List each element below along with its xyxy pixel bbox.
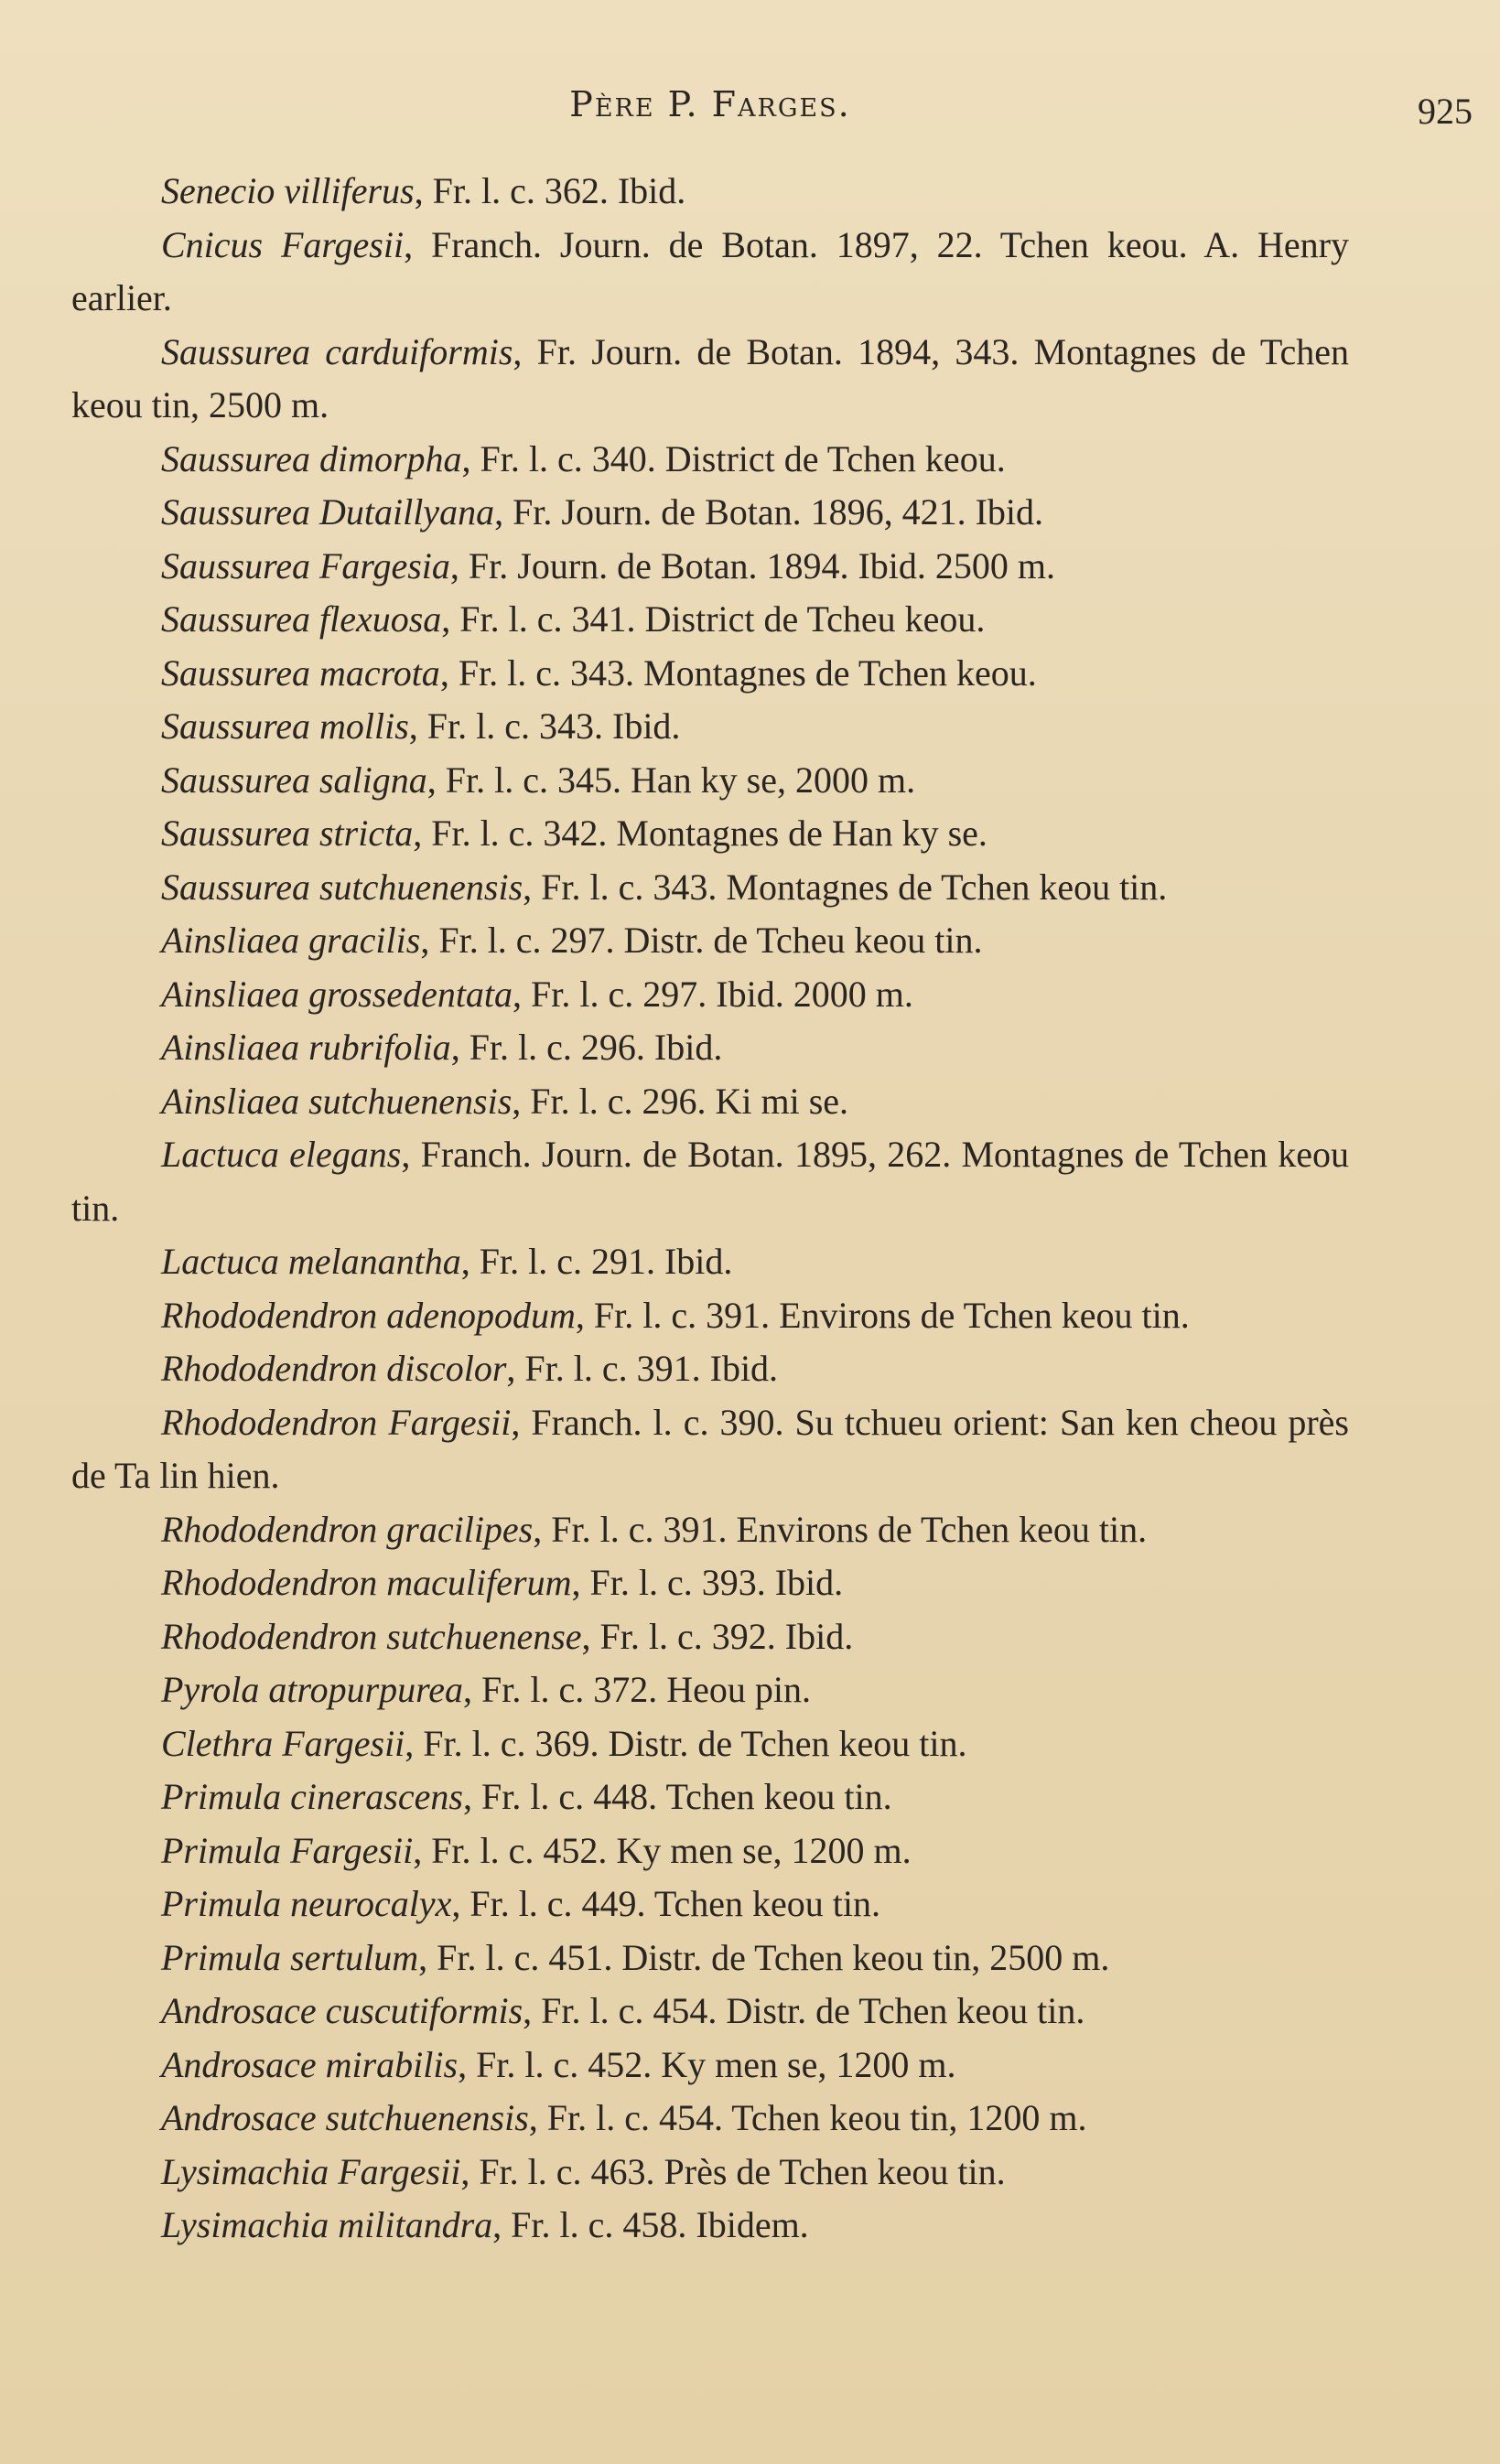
species-entry — [71, 861, 1349, 915]
species-name: Androsace mirabilis — [161, 2043, 459, 2085]
species-citation: , Fr. l. c. 391. Environs de Tchen keou tin. — [533, 1508, 1148, 1550]
species-name: Senecio villiferus — [161, 170, 415, 211]
species-citation: , Fr. l. c. 342. Montagnes de Han ky se. — [413, 812, 987, 854]
species-citation: , Fr. l. c. 341. District de Tcheu keou. — [441, 598, 986, 640]
species-entry — [71, 326, 1349, 433]
species-name: Saussurea macrota — [161, 651, 440, 694]
species-name: Saussurea flexuosa — [161, 598, 442, 640]
species-entry — [71, 914, 1349, 968]
species-name: Androsace sutchuenensis — [161, 2097, 529, 2138]
species-name: Saussurea Dutaillyana — [161, 491, 495, 533]
species-entry — [71, 433, 1349, 487]
species-citation: , Fr. l. c. 458. Ibidem. — [492, 2204, 809, 2245]
species-citation: , Fr. l. c. 393. Ibid. — [571, 1562, 844, 1603]
species-citation: , Fr. l. c. 362. Ibid. — [414, 170, 686, 211]
species-entry — [71, 1931, 1349, 1985]
species-name: Clethra Fargesii — [161, 1722, 405, 1764]
species-name: Rhododendron Fargesii — [161, 1401, 512, 1443]
species-name: Rhododendron sutchuenense — [161, 1615, 582, 1657]
species-citation: , Fr. l. c. 454. Distr. de Tchen keou tin. — [523, 1990, 1085, 2031]
species-entry — [71, 1717, 1349, 1771]
species-entry — [71, 1021, 1349, 1075]
species-entry — [71, 2146, 1349, 2200]
species-name: Saussurea stricta — [161, 812, 414, 854]
species-entry — [71, 486, 1349, 540]
species-name: Saussurea mollis — [161, 705, 409, 747]
species-name: Lysimachia Fargesii — [161, 2150, 461, 2192]
species-citation: , Fr. l. c. 448. Tchen keou tin. — [462, 1776, 892, 1817]
species-citation: , Fr. Journ. de Botan. 1894. Ibid. 2500 m. — [449, 544, 1056, 586]
species-entry — [71, 2039, 1349, 2093]
species-entry — [71, 1342, 1349, 1396]
species-entry — [71, 754, 1349, 808]
species-name: Rhododendron discolor — [161, 1348, 507, 1389]
species-citation: , Fr. l. c. 297. Distr. de Tcheu keou tin. — [420, 920, 983, 961]
species-entry — [71, 1503, 1349, 1557]
species-entry — [71, 1770, 1349, 1824]
species-name: Lactuca elegans — [161, 1134, 402, 1175]
species-name: Lactuca melanantha — [161, 1241, 461, 1282]
species-entry — [71, 1610, 1349, 1664]
species-citation: , Fr. l. c. 345. Han ky se, 2000 m. — [426, 759, 916, 801]
species-citation: , Fr. l. c. 296. Ibid. — [450, 1027, 723, 1068]
species-name: Primula sertulum — [161, 1936, 419, 1978]
species-entry — [71, 219, 1349, 326]
species-citation: , Fr. l. c. 369. Distr. de Tchen keou tin. — [405, 1722, 967, 1764]
species-entry — [71, 1556, 1349, 1610]
species-entry — [71, 968, 1349, 1022]
species-name: Saussurea Fargesia — [161, 544, 450, 586]
species-name: Primula neurocalyx — [161, 1883, 452, 1924]
species-entry — [71, 2092, 1349, 2146]
species-entry — [71, 1878, 1349, 1931]
species-citation: , Fr. l. c. 297. Ibid. 2000 m. — [513, 973, 913, 1015]
species-name: Saussurea dimorpha — [161, 437, 462, 479]
species-name: Lysimachia militandra — [161, 2204, 493, 2245]
species-name: Rhododendron gracilipes — [161, 1508, 534, 1550]
species-name: Rhododendron maculiferum — [161, 1562, 572, 1603]
species-citation: , Fr. l. c. 343. Ibid. — [408, 705, 681, 747]
species-entry — [71, 1824, 1349, 1878]
species-name: Rhododendron adenopodum — [161, 1294, 576, 1336]
species-citation: , Fr. l. c. 391. Ibid. — [506, 1348, 779, 1389]
species-citation: , Fr. l. c. 343. Montagnes de Tchen keou tin. — [523, 866, 1168, 908]
species-list — [71, 165, 1349, 2253]
species-name: Primula cinerascens — [161, 1776, 463, 1817]
species-citation: , Fr. l. c. 463. Près de Tchen keou tin. — [460, 2150, 1006, 2192]
species-entry — [71, 1396, 1349, 1503]
running-title: Père P. Farges. — [569, 84, 851, 124]
page-number: 925 — [1418, 91, 1473, 132]
species-citation: , Franch. Journ. de Botan. 1897, 22. Tchen keou. A. Henry earlier. — [71, 223, 1349, 318]
species-citation: , Franch. Journ. de Botan. 1895, 262. Montagnes de Tchen keou tin. — [71, 1134, 1349, 1229]
species-citation: , Fr. l. c. 452. Ky men se, 1200 m. — [413, 1829, 912, 1871]
species-name: Primula Fargesii — [161, 1829, 414, 1871]
species-entry — [71, 807, 1349, 861]
page-header — [71, 84, 1473, 139]
species-name: Ainsliaea gracilis — [161, 920, 421, 961]
species-name: Saussurea carduiformis — [161, 330, 513, 372]
species-entry — [71, 647, 1349, 701]
species-citation: , Fr. l. c. 391. Environs de Tchen keou tin. — [575, 1294, 1190, 1336]
species-name: Saussurea sutchuenensis — [161, 866, 523, 908]
species-entry — [71, 593, 1349, 647]
species-citation: , Fr. l. c. 372. Heou pin. — [462, 1669, 811, 1710]
species-citation: , Fr. l. c. 451. Distr. de Tchen keou tin, 2500 m. — [418, 1936, 1110, 1978]
species-entry — [71, 540, 1349, 594]
species-citation: , Fr. l. c. 449. Tchen keou tin. — [451, 1883, 880, 1924]
species-citation: , Fr. l. c. 296. Ki mi se. — [512, 1080, 849, 1122]
species-citation: , Fr. Journ. de Botan. 1896, 421. Ibid. — [494, 491, 1044, 533]
species-entry — [71, 1235, 1349, 1289]
species-entry — [71, 1128, 1349, 1235]
species-citation: , Franch. l. c. 390. Su tchueu orient: San ken cheou près de Ta lin hien. — [71, 1401, 1350, 1496]
species-entry — [71, 165, 1349, 219]
species-entry — [71, 700, 1349, 754]
species-name: Cnicus Fargesii — [161, 223, 405, 265]
species-entry — [71, 1985, 1349, 2039]
species-citation: , Fr. l. c. 392. Ibid. — [581, 1615, 854, 1657]
species-name: Saussurea saligna — [161, 759, 427, 801]
species-entry — [71, 1663, 1349, 1717]
species-name: Androsace cuscutiformis — [161, 1990, 523, 2031]
species-citation: , Fr. l. c. 340. District de Tchen keou. — [461, 437, 1006, 479]
species-entry — [71, 1289, 1349, 1343]
species-citation: , Fr. Journ. de Botan. 1894, 343. Montagnes de Tchen keou tin, 2500 m. — [71, 330, 1349, 425]
species-citation: , Fr. l. c. 454. Tchen keou tin, 1200 m. — [528, 2097, 1087, 2138]
species-citation: , Fr. l. c. 343. Montagnes de Tchen keou. — [439, 651, 1037, 694]
species-entry — [71, 2199, 1349, 2253]
species-citation: , Fr. l. c. 452. Ky men se, 1200 m. — [458, 2043, 956, 2085]
species-name: Ainsliaea sutchuenensis — [161, 1080, 513, 1122]
species-name: Ainsliaea rubrifolia — [161, 1027, 451, 1068]
species-entry — [71, 1075, 1349, 1129]
species-name: Ainsliaea grossedentata — [161, 973, 513, 1015]
species-name: Pyrola atropurpurea — [161, 1669, 463, 1710]
species-citation: , Fr. l. c. 291. Ibid. — [460, 1241, 733, 1282]
